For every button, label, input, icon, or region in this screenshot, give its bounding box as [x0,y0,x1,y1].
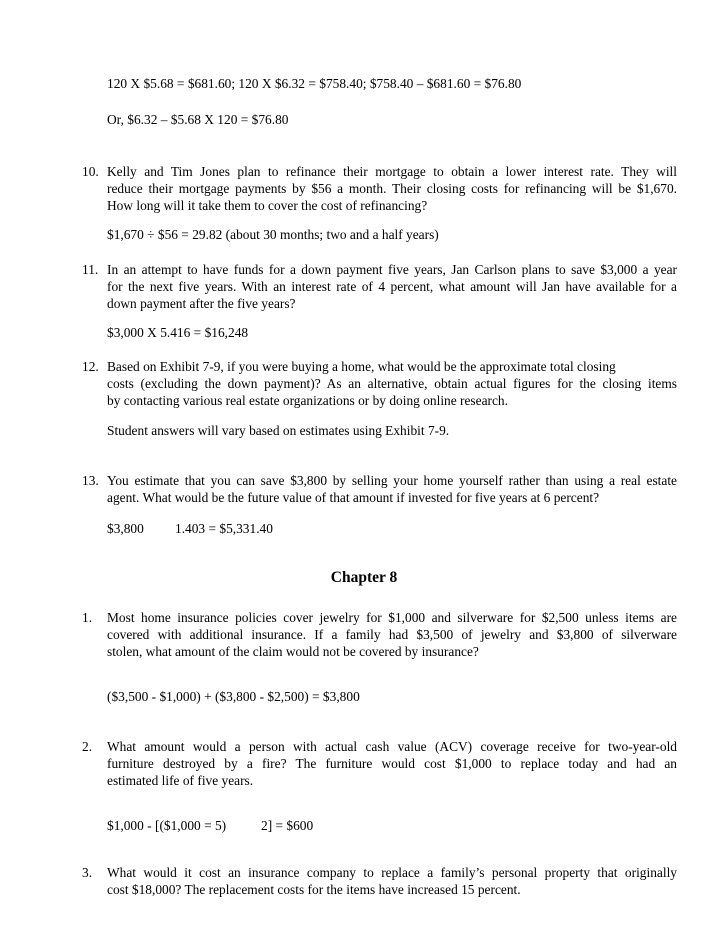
answer-text-result: 2] = $600 [261,818,314,833]
question-text: reduce their mortgage payments by $56 a month. Their closing costs for refinancing will be $1,670. [107,181,677,196]
question-number: 10. [82,164,99,179]
question-text: How long will it take them to cover the cost of refinancing? [107,198,428,213]
question-text: stolen, what amount of the claim would not be covered by insurance? [107,644,479,659]
question-number: 13. [82,473,99,488]
question-text: Kelly and Tim Jones plan to refinance their mortgage to obtain a lower interest rate. They will [107,164,677,179]
answer-text: ($3,500 - $1,000) + ($3,800 - $2,500) = $3,800 [107,689,360,704]
question-text: You estimate that you can save $3,800 by selling your home yourself rather than using a real estate [107,473,677,488]
answer-text: $3,000 X 5.416 = $16,248 [107,325,249,340]
question-text: by contacting various real estate organizations or by doing online research. [107,393,508,408]
question-text: estimated life of five years. [107,773,254,788]
question-text: Most home insurance policies cover jewelry for $1,000 and silverware for $2,500 unless items are [107,610,677,625]
question-text: Based on Exhibit 7-9, if you were buying a home, what would be the approximate total closing [107,359,616,374]
question-number: 12. [82,359,99,374]
question-text: agent. What would be the future value of that amount if invested for five years at 6 percent? [107,490,600,505]
question-text: In an attempt to have funds for a down payment five years, Jan Carlson plans to save $3,000 a year [107,262,677,277]
answer-text: $3,800 [107,521,144,536]
calc-line: 120 X $5.68 = $681.60; 120 X $6.32 = $758.40; $758.40 – $681.60 = $76.80 [107,76,522,91]
question-number: 3. [82,865,93,880]
answer-text-result: 1.403 = $5,331.40 [175,521,273,536]
calc-line-alt: Or, $6.32 – $5.68 X 120 = $76.80 [107,112,289,127]
question-text: What amount would a person with actual cash value (ACV) coverage receive for two-year-old [107,739,677,754]
answer-text: Student answers will vary based on estimates using Exhibit 7-9. [107,423,450,438]
question-text: covered with additional insurance. If a family had $3,500 of jewelry and $3,800 of silverware [107,627,677,642]
question-text: for the next five years. With an interest rate of 4 percent, what amount will Jan have available for a [107,279,677,294]
question-number: 2. [82,739,93,754]
question-text: furniture destroyed by a fire? The furniture would cost $1,000 to replace today and had an [107,756,677,771]
question-text: costs (excluding the down payment)? As an alternative, obtain actual figures for the closing items [107,376,677,391]
answer-text: $1,000 - [($1,000 = 5) [107,818,227,833]
question-number: 1. [82,610,93,625]
chapter-heading: Chapter 8 [330,569,398,586]
answer-text: $1,670 ÷ $56 = 29.82 (about 30 months; two and a half years) [107,227,439,242]
question-text: down payment after the five years? [107,296,296,311]
question-number: 11. [82,262,99,277]
question-text: What would it cost an insurance company to replace a family’s personal property that originally [107,865,677,880]
question-text: cost $18,000? The replacement costs for the items have increased 15 percent. [107,882,521,897]
